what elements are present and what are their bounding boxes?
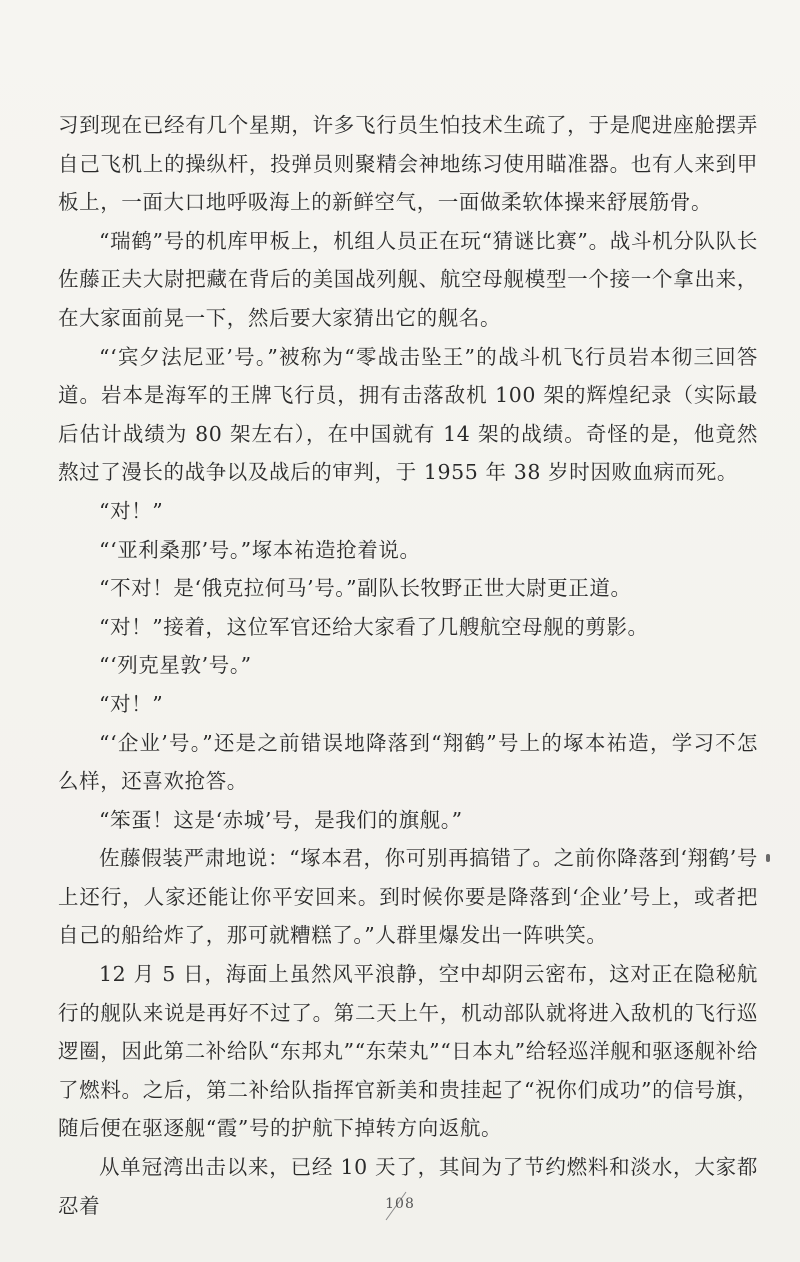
paragraph: “对！” bbox=[99, 498, 164, 523]
paragraph: 习到现在已经有几个星期，许多飞行员生怕技术生疏了，于是爬进座舱摆弄自己飞机上的操纵杆，投弹员则聚精会神地练习使用瞄准器。也有人来到甲板上，一面大口地呼吸海上的新鲜空气，一面做柔软体操来舒展筋骨。 bbox=[58, 113, 758, 215]
page-number: 108 bbox=[385, 1196, 415, 1212]
paragraph: 12 月 5 日，海面上虽然风平浪静，空中却阴云密布，这对正在隐秘航行的舰队来说是再好不过了。第二天上午，机动部队就将进入敌机的飞行巡逻圈，因此第二补给队“东邦丸”“东荣丸”“日本丸”给轻巡洋舰和驱逐舰补给了燃料。之后，第二补给队指挥官新美和贵挂起了“祝你们成功”的信号旗，随后便在驱逐舰“霞”号的护航下掉转方向返航。 bbox=[58, 962, 758, 1141]
paragraph: 佐藤假装严肃地说：“塚本君，你可别再搞错了。之前你降落到‘翔鹤’号上还行，人家还能让你平安回来。到时候你要是降落到‘企业’号上，或者把自己的船给炸了，那可就糟糕了。”人群里爆发出一阵哄笑。 bbox=[58, 846, 758, 948]
paragraph: “对！”接着，这位军官还给大家看了几艘航空母舰的剪影。 bbox=[99, 614, 649, 639]
paragraph: 从单冠湾出击以来，已经 10 天了，其间为了节约燃料和淡水，大家都忍着 bbox=[58, 1155, 758, 1218]
paragraph: “笨蛋！这是‘赤城’号，是我们的旗舰。” bbox=[99, 807, 463, 832]
paragraph: “‘宾夕法尼亚’号。”被称为“零战击坠王”的战斗机飞行员岩本彻三回答道。岩本是海军的王牌飞行员，拥有击落敌机 100 架的辉煌纪录（实际最后估计战绩为 80 架左右），在中国就有 14 架的战绩。奇怪的是，他竟然熬过了漫长的战争以及战后的审判，于 1955 年 38 岁时因败血病而死。 bbox=[58, 344, 758, 485]
paragraph: “‘亚利桑那’号。”塚本祐造抢着说。 bbox=[99, 537, 421, 562]
body-text bbox=[58, 106, 758, 1225]
ink-speck bbox=[766, 854, 770, 862]
paragraph: “不对！是‘俄克拉何马’号。”副队长牧野正世大尉更正道。 bbox=[99, 576, 632, 601]
paragraph: “‘企业’号。”还是之前错误地降落到“翔鹤”号上的塚本祐造，学习不怎么样，还喜欢抢答。 bbox=[58, 730, 758, 794]
paragraph: “瑞鹤”号的机库甲板上，机组人员正在玩“猜谜比赛”。战斗机分队队长佐藤正夫大尉把藏在背后的美国战列舰、航空母舰模型一个接一个拿出来，在大家面前晃一下，然后要大家猜出它的舰名。 bbox=[58, 228, 758, 330]
paragraph: “对！” bbox=[99, 691, 164, 716]
paragraph: “‘列克星敦’号。” bbox=[99, 653, 252, 678]
